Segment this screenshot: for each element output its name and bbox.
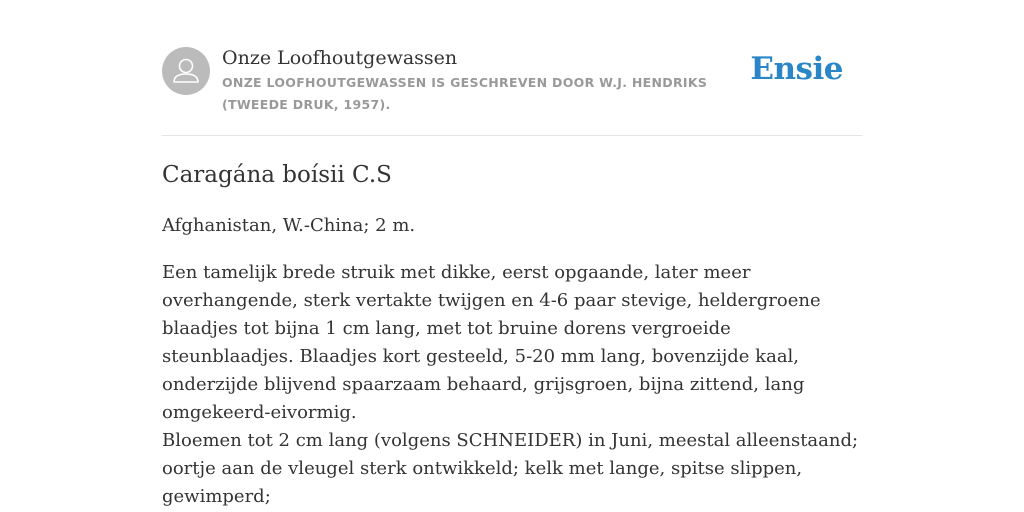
article-paragraph: Een tamelijk brede struik met dikke, eerst opgaande, later meer overhangende, sterk vertakte twijgen en 4-6 paar stevige, heldergroene blaadjes tot bijna 1 cm lang, met tot bruine dorens vergroeide steunblaadjes. Blaadjes kort gesteeld, 5-20 mm lang, bovenzijde kaal, onderzijde blijvend spaarzaam behaard, grijsgroen, bijna zittend, lang omgekeerd-eivormig. <box>162 262 821 423</box>
ensie-logo[interactable]: Ensie <box>750 51 843 87</box>
article-title: Caragána boísii C.S <box>162 162 392 188</box>
user-icon <box>162 47 210 95</box>
divider <box>162 135 862 136</box>
page-content <box>162 0 862 512</box>
avatar[interactable] <box>162 47 210 95</box>
source-description: ONZE LOOFHOUTGEWASSEN IS GESCHREVEN DOOR W.J. HENDRIKS (TWEEDE DRUK, 1957). <box>222 75 708 112</box>
article-paragraph: Afghanistan, W.-China; 2 m. <box>162 215 416 236</box>
source-title[interactable]: Onze Loofhoutgewassen <box>222 47 458 69</box>
source-header <box>162 46 862 136</box>
article-paragraph: Bloemen tot 2 cm lang (volgens SCHNEIDER) in Juni, meestal alleenstaand; oortje aan de vleugel sterk ontwikkeld; kelk met lange, spitse slippen, gewimperd; <box>162 430 859 507</box>
